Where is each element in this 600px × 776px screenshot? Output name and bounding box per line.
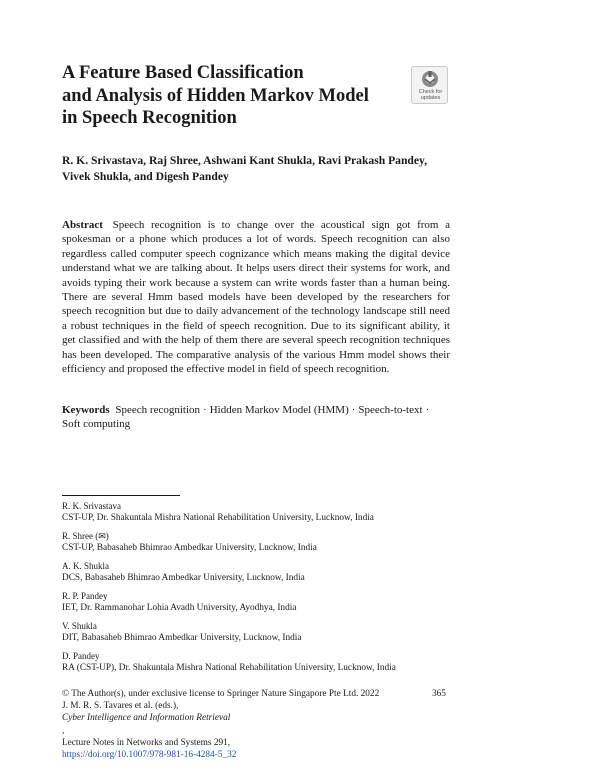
affiliation-entry [62,590,462,614]
affiliation-entry [62,530,462,554]
title-line-1: A Feature Based Classification [62,63,304,83]
affiliation-name: R. K. Srivastava [62,501,121,511]
keyword-item: Hidden Markov Model (HMM) [209,404,349,416]
keyword-item: Speech-to-text [358,404,423,416]
affiliation-institution: IET, Dr. Rammanohar Lohia Avadh University, Ayodhya, India [62,603,297,613]
footnote-divider [62,495,180,496]
paper-title [62,62,392,130]
affiliation-entry [62,620,462,644]
affiliation-institution: DIT, Babasaheb Bhimrao Ambedkar University, Lucknow, India [62,633,302,643]
book-title: Cyber Intelligence and Information Retrieval [62,713,231,724]
affiliation-institution: DCS, Babasaheb Bhimrao Ambedkar University, Lucknow, India [62,573,305,583]
doi-link[interactable]: https://doi.org/10.1007/978-981-16-4284-5_32 [62,750,237,761]
affiliation-name: D. Pandey [62,651,100,661]
keywords-label: Keywords [62,404,110,416]
badge-line-2: updates [420,95,441,101]
abstract [62,218,450,376]
affiliation-institution: CST-UP, Dr. Shakuntala Mishra National Rehabilitation University, Lucknow, India [62,513,374,523]
keyword-separator: · [351,404,356,416]
authors-line-1: R. K. Srivastava, Raj Shree, Ashwani Kant Shukla, Ravi Prakash Pandey, [62,154,428,167]
badge-line-1: Check for [418,89,443,95]
affiliation-name: A. K. Shukla [62,561,109,571]
doi-line [62,749,392,761]
page-number: 365 [432,689,446,699]
affiliation-institution: CST-UP, Babasaheb Bhimrao Ambedkar University, Lucknow, India [62,543,317,553]
keyword-separator: · [425,404,430,416]
affiliation-name: R. Shree (✉) [62,531,109,541]
copyright-block [62,688,392,761]
affiliations [62,500,462,680]
check-for-updates-icon [421,70,439,88]
series-line: Lecture Notes in Networks and Systems 291, [62,737,231,748]
affiliation-entry [62,650,462,674]
keyword-separator: · [203,404,207,416]
book-editors: J. M. R. S. Tavares et al. (eds.), [62,701,179,712]
abstract-label: Abstract [62,219,103,231]
copyright-line: © The Author(s), under exclusive license to Springer Nature Singapore Pte Ltd. 2022 [62,689,380,699]
keyword-item: Soft computing [62,418,131,431]
affiliation-institution: RA (CST-UP), Dr. Shakuntala Mishra National Rehabilitation University, Lucknow, India [62,663,396,673]
keyword-item: Speech recognition [115,404,201,416]
authors-line-2: Vivek Shukla, and Digesh Pandey [62,170,229,183]
affiliation-entry [62,560,462,584]
book-citation-suffix: , [62,725,65,736]
title-line-2: and Analysis of Hidden Markov Model [62,85,369,106]
affiliation-name: R. P. Pandey [62,591,108,601]
abstract-text: Speech recognition is to change over the acoustical sign got from a spokesman or a phone which produces a lot of words. Speech recognition can also regardless called computer speech cognizance which means making the digital device understand what we are talking about. It helps users direct their systems for work, and avoids typing their work because a system can write words faster than a human being. There are several Hmm based models have been developed by the researchers for speech recognition but due to daily advancement of the technology landscape still need a robust techniques in the field of speech recognition. Due to its significant ability, it get classified and with the help of them there are several speech recognition techniques has been developed. The comparative analysis of the various Hmm model shows their efficiency and proposed the effective model in field of speech recognition. [62,219,451,376]
title-line-3: in Speech Recognition [62,108,237,128]
book-citation-line [62,700,392,737]
keywords [62,403,452,432]
badge-label [412,89,449,101]
author-list [62,153,442,185]
check-for-updates-badge[interactable] [411,66,448,104]
affiliation-entry [62,500,462,524]
affiliation-name: V. Shukla [62,621,97,631]
